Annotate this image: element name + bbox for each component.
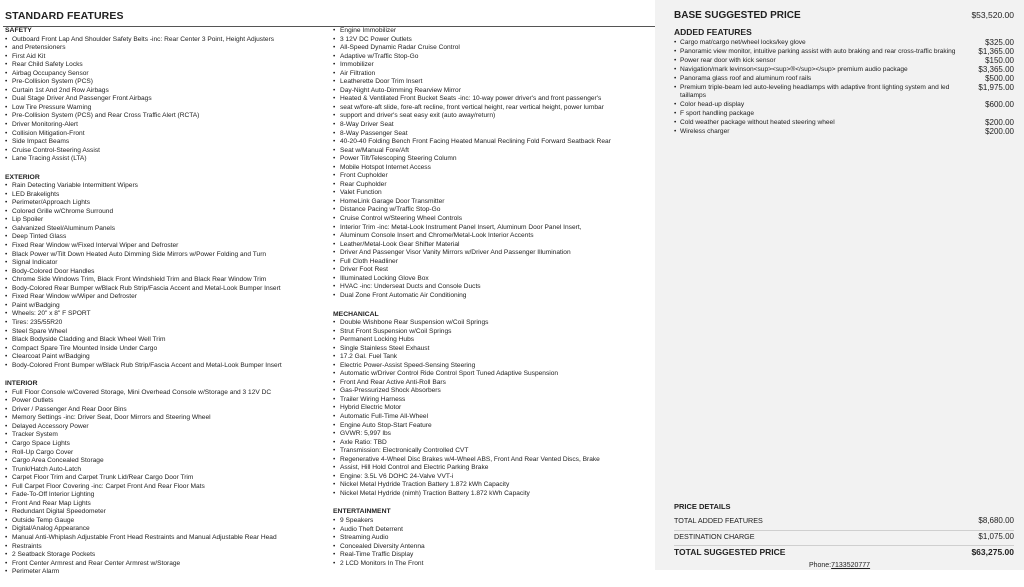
feature-item: • Air Filtration: [333, 70, 653, 79]
added-feature-name: Color head-up display: [680, 100, 745, 108]
feature-item: • Regenerative 4-Wheel Disc Brakes w/4-Wheel ABS, Front And Rear Vented Discs, Brake: [333, 456, 653, 465]
feature-item: • Roll-Up Cargo Cover: [5, 449, 325, 458]
feature-item: • Power Tilt/Telescoping Steering Column: [333, 155, 653, 164]
feature-item: • 40-20-40 Folding Bench Front Facing Heated Manual Reclining Fold Forward Seatback Rear: [333, 138, 653, 147]
added-feature-item: [674, 84, 1014, 100]
features-column-1: [5, 27, 325, 587]
section-heading-safety: SAFETY: [5, 27, 32, 34]
added-feature-item: [674, 128, 1014, 136]
feature-item: • Fixed Rear Window w/Wiper and Defroster: [5, 293, 325, 302]
feature-item: • Front Cupholder: [333, 172, 653, 181]
destination-charge-label: DESTINATION CHARGE: [674, 531, 755, 541]
feature-item: • Steel Spare Wheel: [5, 328, 325, 337]
feature-item: • 3 12V DC Power Outlets: [333, 36, 653, 45]
feature-item: • Real-Time Traffic Display: [333, 551, 653, 560]
feature-item: • Rear Cupholder: [333, 181, 653, 190]
feature-item: • Redundant Digital Speedometer: [5, 508, 325, 517]
feature-item: • Valet Function: [333, 189, 653, 198]
feature-item: • Driver Monitoring-Alert: [5, 121, 325, 130]
feature-item: • Pre-Collision System (PCS) and Rear Cross Traffic Alert (RCTA): [5, 112, 325, 121]
feature-item: • Cruise Control w/Steering Wheel Controls: [333, 215, 653, 224]
feature-item: • Illuminated Locking Glove Box: [333, 275, 653, 284]
feature-list-exterior: [5, 182, 325, 370]
added-feature-item: [674, 75, 1014, 83]
feature-item: • Trailer Wiring Harness: [333, 396, 653, 405]
feature-item: • Fade-To-Off Interior Lighting: [5, 491, 325, 500]
added-feature-item: [674, 110, 1014, 118]
added-feature-name: F sport handling package: [680, 109, 755, 117]
added-feature-name: Power rear door with kick sensor: [680, 57, 776, 64]
feature-item: • Manual Anti-Whiplash Adjustable Front Head Restraints and Manual Adjustable Rear Head: [5, 534, 325, 543]
feature-item: • support and driver's seat easy exit (auto away/return): [333, 112, 653, 121]
dealer-phone: [655, 562, 1024, 569]
feature-item: • Compact Spare Tire Mounted Inside Under Cargo: [5, 345, 325, 354]
feature-item: • Mobile Hotspot Internet Access: [333, 164, 653, 173]
feature-item: • Curtain 1st And 2nd Row Airbags: [5, 87, 325, 96]
feature-item: • HomeLink Garage Door Transmitter: [333, 198, 653, 207]
feature-item: • Seat w/Manual Fore/Aft: [333, 147, 653, 156]
feature-item: • Permanent Locking Hubs: [333, 336, 653, 345]
feature-item: • Cargo Area Concealed Storage: [5, 457, 325, 466]
feature-item: • Outboard Front Lap And Shoulder Safety Belts -inc: Rear Center 3 Point, Height Adjusters: [5, 36, 325, 45]
feature-item: • Day-Night Auto-Dimming Rearview Mirror: [333, 87, 653, 96]
feature-item: • Assist, Hill Hold Control and Electric Parking Brake: [333, 464, 653, 473]
feature-item: • Nickel Metal Hydride Traction Battery 1.872 kWh Capacity: [333, 481, 653, 490]
added-feature-name: Premium triple-beam led auto-leveling headlamps with adaptive front lighting system and led taillamps: [680, 84, 950, 99]
feature-item: • HVAC -inc: Underseat Ducts and Console Ducts: [333, 283, 653, 292]
feature-item: • Strut Front Suspension w/Coil Springs: [333, 328, 653, 337]
feature-item: • Immobilizer: [333, 61, 653, 70]
added-feature-item: [674, 57, 1014, 65]
feature-item: • Driver / Passenger And Rear Door Bins: [5, 406, 325, 415]
feature-item: • Front And Rear Map Lights: [5, 500, 325, 509]
feature-item: • Delayed Accessory Power: [5, 423, 325, 432]
feature-item: • Collision Mitigation-Front: [5, 130, 325, 139]
feature-item: • Axle Ratio: TBD: [333, 439, 653, 448]
feature-item: • Driver Foot Rest: [333, 266, 653, 275]
added-features-list: [674, 39, 1014, 137]
feature-item: • Transmission: Electronically Controlled CVT: [333, 447, 653, 456]
feature-item: • Front And Rear Active Anti-Roll Bars: [333, 379, 653, 388]
feature-item: • LED Brakelights: [5, 191, 325, 200]
feature-item: • Power Outlets: [5, 397, 325, 406]
feature-item: • Carpet Floor Trim and Carpet Trunk Lid/Rear Cargo Door Trim: [5, 474, 325, 483]
added-feature-name: Cargo mat/cargo net/wheel locks/key glove: [680, 39, 806, 46]
destination-charge-row: [674, 532, 1014, 547]
feature-item: • Full Carpet Floor Covering -inc: Carpet Front And Rear Floor Mats: [5, 483, 325, 492]
feature-item: • Interior Trim -inc: Metal-Look Instrument Panel Insert, Aluminum Door Panel Insert,: [333, 224, 653, 233]
section-heading-exterior: EXTERIOR: [5, 173, 40, 181]
feature-item: • Single Stainless Steel Exhaust: [333, 345, 653, 354]
feature-item: • Engine Auto Stop-Start Feature: [333, 422, 653, 431]
feature-item: • Restraints: [5, 543, 325, 552]
feature-item: • Galvanized Steel/Aluminum Panels: [5, 225, 325, 234]
feature-item: • Automatic w/Driver Control Ride Control Sport Tuned Adaptive Suspension: [333, 370, 653, 379]
feature-item: • Body-Colored Door Handles: [5, 268, 325, 277]
feature-item: • Deep Tinted Glass: [5, 233, 325, 242]
feature-item: • Rain Detecting Variable Intermittent Wipers: [5, 182, 325, 191]
total-suggested-price-value: $63,275.00: [971, 547, 1014, 557]
pricing-panel: [655, 0, 1024, 570]
feature-item: • Cruise Control-Steering Assist: [5, 147, 325, 156]
feature-item: • Outside Temp Gauge: [5, 517, 325, 526]
feature-item: • Heated & Ventilated Front Bucket Seats -inc: 10-way power driver's and front passenger's: [333, 95, 653, 104]
feature-item: • Low Tire Pressure Warning: [5, 104, 325, 113]
feature-item: • Dual Stage Driver And Passenger Front Airbags: [5, 95, 325, 104]
feature-item: • 9 Speakers: [333, 517, 653, 526]
feature-item: • and Pretensioners: [5, 44, 325, 53]
feature-item: • Distance Pacing w/Traffic Stop-Go: [333, 206, 653, 215]
feature-item: • Full Floor Console w/Covered Storage, Mini Overhead Console w/Storage and 3 12V DC: [5, 389, 325, 398]
section-heading-interior: INTERIOR: [5, 380, 38, 388]
feature-list: [333, 27, 653, 301]
feature-item: • Lip Spoiler: [5, 216, 325, 225]
feature-item: • Clearcoat Paint w/Badging: [5, 353, 325, 362]
feature-item: • 2 Seatback Storage Pockets: [5, 551, 325, 560]
feature-item: • Perimeter/Approach Lights: [5, 199, 325, 208]
feature-item: • Chrome Side Windows Trim, Black Front Windshield Trim and Black Rear Window Trim: [5, 276, 325, 285]
added-feature-name: Navigation/mark levinson<sup><sup>®</sup></sup> premium audio package: [680, 66, 908, 73]
feature-item: • All-Speed Dynamic Radar Cruise Control: [333, 44, 653, 53]
section-heading-entertainment: ENTERTAINMENT: [333, 508, 391, 516]
feature-item: • Rear Child Safety Locks: [5, 61, 325, 70]
added-feature-item: [674, 39, 1014, 47]
feature-item: • Signal Indicator: [5, 259, 325, 268]
feature-item: • GVWR: 5,997 lbs: [333, 430, 653, 439]
feature-item: • Lane Tracing Assist (LTA): [5, 155, 325, 164]
phone-link[interactable]: 7133520777: [831, 562, 871, 569]
feature-item: • Engine: 3.5L V6 DOHC 24-Valve VVT-i: [333, 473, 653, 482]
feature-item: • Trunk/Hatch Auto-Latch: [5, 466, 325, 475]
feature-item: • Tires: 235/55R20: [5, 319, 325, 328]
section-heading-mechanical: MECHANICAL: [333, 310, 379, 318]
feature-item: • Body-Colored Rear Bumper w/Black Rub Strip/Fascia Accent and Metal-Look Bumper Insert: [5, 285, 325, 294]
feature-item: • Airbag Occupancy Sensor: [5, 70, 325, 79]
feature-item: • Hybrid Electric Motor: [333, 404, 653, 413]
added-feature-price: $325.00: [985, 38, 1014, 47]
feature-item: • Colored Grille w/Chrome Surround: [5, 208, 325, 217]
feature-item: • Adaptive w/Traffic Stop-Go: [333, 53, 653, 62]
feature-item: • Side Impact Beams: [5, 138, 325, 147]
total-added-features-value: $8,680.00: [978, 516, 1014, 525]
feature-item: • Perimeter Alarm: [5, 568, 325, 577]
total-added-features-row: [674, 516, 1014, 531]
total-added-features-label: TOTAL ADDED FEATURES: [674, 516, 763, 525]
feature-item: • Body-Colored Front Bumper w/Black Rub Strip/Fascia Accent and Metal-Look Bumper Insert: [5, 362, 325, 371]
base-price-value: $53,520.00: [971, 10, 1014, 20]
feature-item: • Paint w/Badging: [5, 302, 325, 311]
page-title: STANDARD FEATURES: [5, 10, 124, 22]
feature-item: • Engine Immobilizer: [333, 27, 653, 36]
features-column-2: [333, 27, 653, 578]
feature-item: • Black Power w/Tilt Down Heated Auto Dimming Side Mirrors w/Power Folding and Turn: [5, 251, 325, 260]
base-price-label: BASE SUGGESTED PRICE: [674, 10, 801, 21]
feature-item: • Black Bodyside Cladding and Black Wheel Well Trim: [5, 336, 325, 345]
feature-item: • Aluminum Console Insert and Chrome/Metal-Look Interior Accents: [333, 232, 653, 241]
feature-item: • Full Cloth Headliner: [333, 258, 653, 267]
feature-item: • Audio Theft Deterrent: [333, 526, 653, 535]
added-feature-name: Panorama glass roof and aluminum roof rails: [680, 75, 812, 82]
feature-item: • Concealed Diversity Antenna: [333, 543, 653, 552]
price-details: [674, 502, 1014, 562]
feature-item: • Tracker System: [5, 431, 325, 440]
feature-item: • Double Wishbone Rear Suspension w/Coil Springs: [333, 319, 653, 328]
added-feature-item: [674, 119, 1014, 127]
added-feature-item: [674, 48, 1014, 56]
total-suggested-price-label: TOTAL SUGGESTED PRICE: [674, 547, 786, 557]
price-details-title: PRICE DETAILS: [674, 502, 731, 511]
feature-item: • Wheels: 20" x 8" F SPORT: [5, 310, 325, 319]
added-feature-price: $1,975.00: [978, 83, 1014, 92]
feature-item: • Memory Settings -inc: Driver Seat, Door Mirrors and Steering Wheel: [5, 414, 325, 423]
added-feature-name: Panoramic view monitor, intuitive parking assist with auto braking and rear cross-traffic braking: [680, 48, 956, 55]
feature-item: • Leather/Metal-Look Gear Shifter Material: [333, 241, 653, 250]
added-feature-price: $150.00: [985, 56, 1014, 65]
feature-item: • Pre-Collision System (PCS): [5, 78, 325, 87]
feature-list-mechanical: [333, 319, 653, 498]
total-suggested-price-row: [674, 547, 1014, 561]
feature-item: • Gas-Pressurized Shock Absorbers: [333, 387, 653, 396]
added-feature-item: [674, 101, 1014, 109]
added-feature-price: $1,365.00: [978, 47, 1014, 56]
added-feature-price: $3,365.00: [978, 65, 1014, 74]
feature-item: • Fixed Rear Window w/Fixed Interval Wiper and Defroster: [5, 242, 325, 251]
feature-item: • Driver And Passenger Visor Vanity Mirrors w/Driver And Passenger Illumination: [333, 249, 653, 258]
feature-item: • 17.2 Gal. Fuel Tank: [333, 353, 653, 362]
feature-list-entertainment: [333, 517, 653, 568]
feature-item: • Leatherette Door Trim Insert: [333, 78, 653, 87]
destination-charge-value: $1,075.00: [978, 531, 1014, 541]
feature-item: • 2 LCD Monitors In The Front: [333, 560, 653, 569]
feature-item: • 8-Way Driver Seat: [333, 121, 653, 130]
feature-list-safety: [5, 36, 325, 164]
feature-item: • Automatic Full-Time All-Wheel: [333, 413, 653, 422]
added-feature-name: Cold weather package without heated steering wheel: [680, 118, 835, 126]
phone-label: Phone:: [808, 562, 832, 569]
added-feature-price: $200.00: [985, 117, 1014, 127]
added-feature-price: $200.00: [985, 126, 1014, 136]
feature-item: • Digital/Analog Appearance: [5, 525, 325, 534]
feature-item: • Streaming Audio: [333, 534, 653, 543]
feature-item: • First Aid Kit: [5, 53, 325, 62]
feature-item: • Dual Zone Front Automatic Air Conditioning: [333, 292, 653, 301]
feature-list-interior: [5, 389, 325, 577]
feature-item: • seat w/fore-aft slide, fore-aft recline, front vertical height, rear vertical height, power lumbar: [333, 104, 653, 113]
added-feature-item: [674, 66, 1014, 74]
added-features-heading: ADDED FEATURES: [674, 27, 752, 37]
added-feature-name: Wireless charger: [680, 127, 730, 135]
feature-item: • Nickel Metal Hydride (nimh) Traction Battery 1.872 kWh Capacity: [333, 490, 653, 499]
feature-item: • Cargo Space Lights: [5, 440, 325, 449]
added-feature-price: $600.00: [985, 99, 1014, 109]
feature-item: • Electric Power-Assist Speed-Sensing Steering: [333, 362, 653, 371]
feature-item: • 8-Way Passenger Seat: [333, 130, 653, 139]
base-price-row: [674, 10, 1014, 21]
added-feature-price: $500.00: [985, 74, 1014, 83]
feature-item: • Front Center Armrest and Rear Center Armrest w/Storage: [5, 560, 325, 569]
